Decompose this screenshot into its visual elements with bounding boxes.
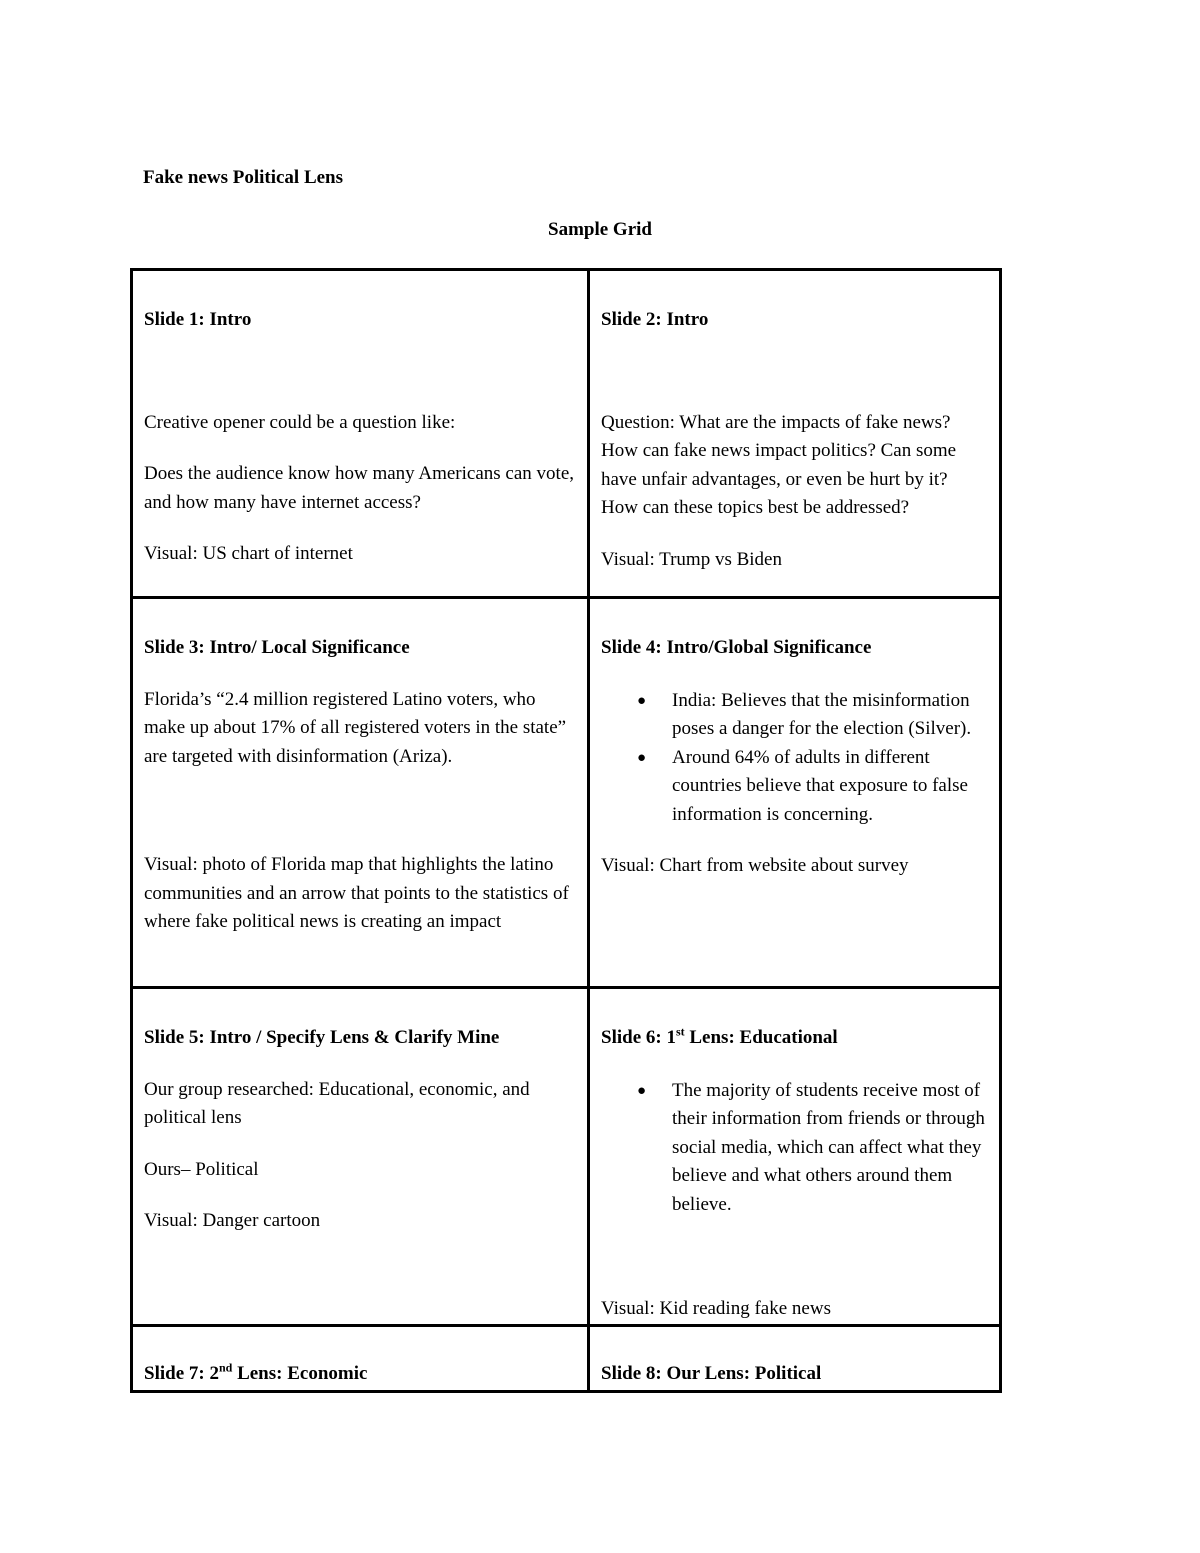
slide-7-cell (132, 1325, 589, 1391)
sample-grid-table (130, 268, 1002, 1393)
slide-6-visual: Visual: Kid reading fake news (601, 1298, 831, 1319)
slide-5-heading: Slide 5: Intro / Specify Lens & Clarify Mine (144, 1027, 500, 1048)
slide-2-heading: Slide 2: Intro (601, 309, 709, 330)
slide-2-visual: Visual: Trump vs Biden (601, 548, 782, 570)
document-title: Fake news Political Lens (143, 167, 344, 188)
slide-1-heading: Slide 1: Intro (144, 309, 252, 330)
slide-4-cell (589, 598, 1001, 988)
slide-7-heading-ordinal: nd (218, 1360, 233, 1375)
slide-5-ours: Ours– Political (144, 1158, 259, 1180)
slide-4-bullet-list (601, 687, 989, 830)
document-subtitle: Sample Grid (548, 219, 652, 240)
slide-1-question: Does the audience know how many Americans can vote, and how many have internet access? (144, 463, 575, 513)
slide-6-bullet-list (601, 1077, 989, 1220)
slide-7-heading-post: Lens: Economic (232, 1362, 368, 1384)
slide-6-heading-pre: Slide 6: 1 (601, 1027, 676, 1048)
slide-7-heading (144, 1360, 577, 1389)
grid-row (132, 988, 1001, 1326)
slide-5-research: Our group researched: Educational, economic, and political lens (144, 1078, 530, 1128)
slide-4-heading: Slide 4: Intro/Global Significance (601, 637, 872, 658)
list-item: ● The majority of students receive most of their information from friends or through social media, which can affect what they believe and what others around them believe. (601, 1077, 989, 1220)
slide-1-cell (132, 270, 589, 598)
grid-row (132, 598, 1001, 988)
slide-4-visual: Visual: Chart from website about survey (601, 855, 909, 876)
slide-6-heading-ordinal: st (675, 1024, 685, 1039)
slide-1-visual: Visual: US chart of internet (144, 543, 353, 564)
grid-row (132, 1325, 1001, 1391)
list-item: ● India: Believes that the misinformation poses a danger for the election (Silver). (601, 687, 989, 744)
slide-1-opener: Creative opener could be a question like: (144, 411, 456, 433)
grid-row (132, 270, 1001, 598)
slide-3-heading: Slide 3: Intro/ Local Significance (144, 637, 410, 658)
slide-5-cell (132, 988, 589, 1326)
slide-6-cell (589, 988, 1001, 1326)
slide-6-heading (601, 1024, 989, 1053)
list-item: ● Around 64% of adults in different countries believe that exposure to false information is concerning. (601, 744, 989, 830)
slide-3-visual: Visual: photo of Florida map that highlights the latino communities and an arrow that points to the statistics of where fake political news is creating an impact (144, 854, 569, 932)
slide-2-cell (589, 270, 1001, 598)
slide-6-heading-post: Lens: Educational (684, 1027, 838, 1048)
slide-3-statistic: Florida’s “2.4 million registered Latino voters, who make up about 17% of all registered voters in the state” are targeted with disinformation (Ariza). (144, 688, 567, 767)
slide-7-heading-pre: Slide 7: 2 (144, 1362, 219, 1384)
slide-8-heading: Slide 8: Our Lens: Political (601, 1362, 822, 1384)
slide-2-question: Question: What are the impacts of fake news? How can fake news impact politics? Can some have unfair advantages, or even be hurt by it? How can these topics best be addressed? (601, 411, 957, 518)
slide-5-visual: Visual: Danger cartoon (144, 1210, 321, 1231)
slide-8-cell (589, 1325, 1001, 1391)
slide-3-cell (132, 598, 589, 988)
